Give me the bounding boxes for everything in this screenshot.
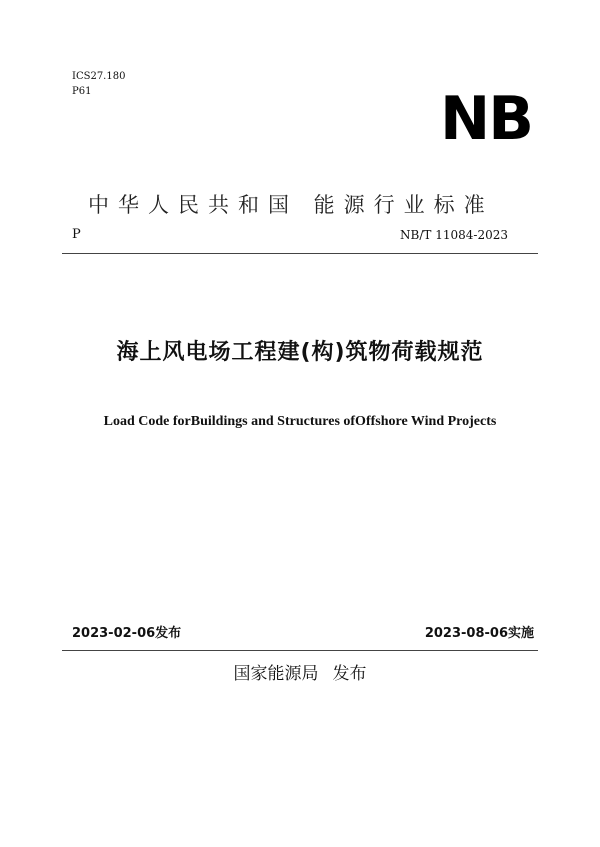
document-title-en: Load Code forBuildings and Structures ofOffshore Wind Projects (103, 414, 497, 429)
issue-date: 2023-02-06发布 (72, 626, 182, 641)
implementation-date: 2023-08-06实施 (424, 626, 534, 641)
footer-divider (62, 650, 538, 651)
classification-codes (72, 69, 125, 99)
publisher-action: 发布 (332, 664, 367, 684)
nb-logo: NB (440, 84, 532, 154)
header-divider (62, 253, 538, 254)
category-letter: P (72, 227, 81, 242)
document-title-zh: 海上风电场工程建(构)筑物荷载规范 (116, 340, 484, 365)
ccs-code: P61 (72, 86, 92, 97)
standard-number: NB/T 11084-2023 (400, 228, 508, 242)
publisher-name: 国家能源局 (233, 664, 319, 684)
publisher-line (0, 661, 600, 687)
ics-code: ICS27.180 (72, 71, 126, 82)
standard-type-title: 中华人民共和国 能源行业标准 (88, 193, 494, 217)
